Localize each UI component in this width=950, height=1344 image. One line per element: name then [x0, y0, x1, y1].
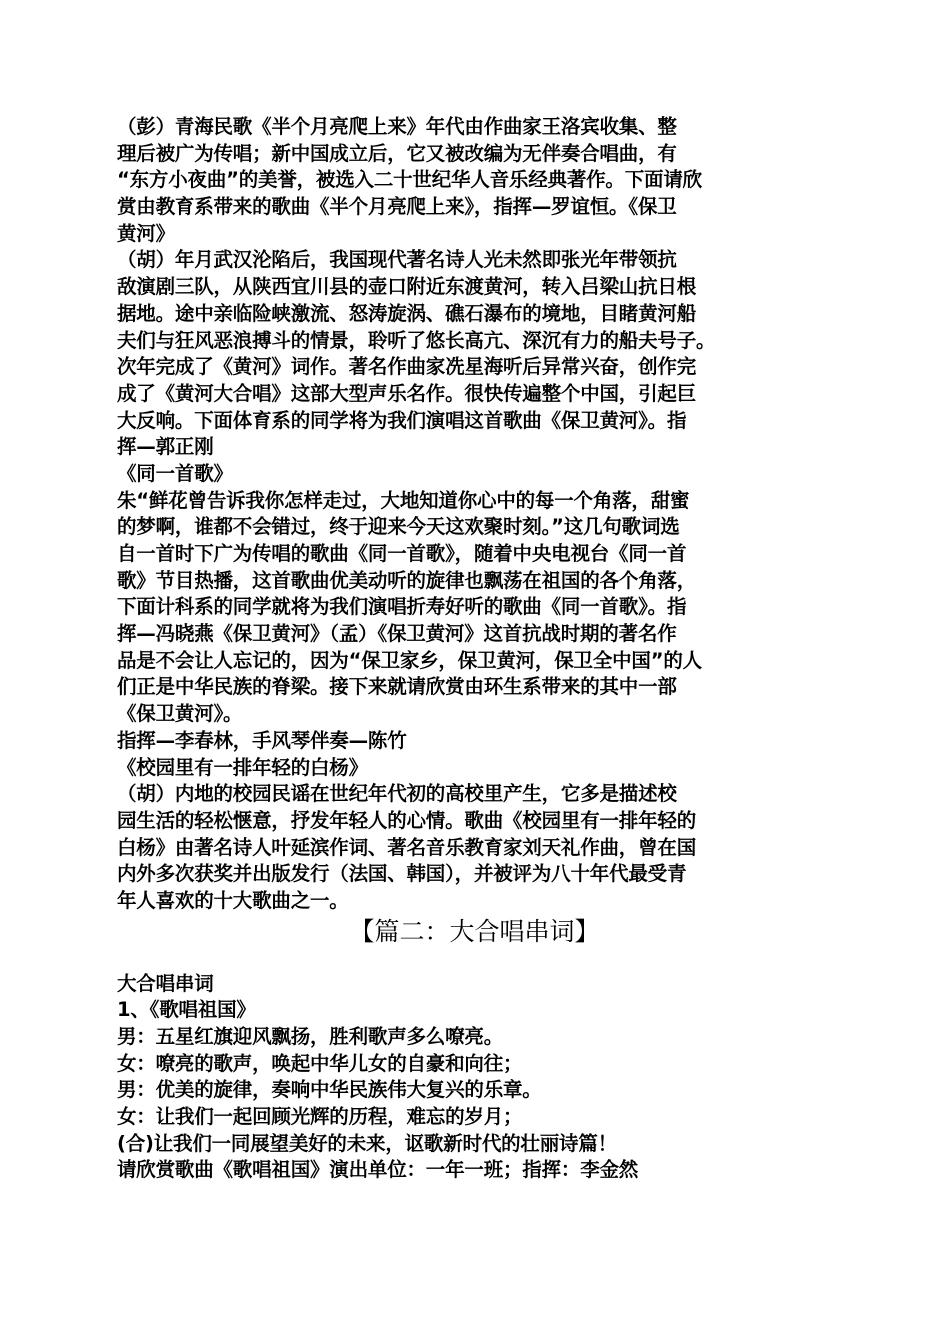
section-gap [117, 961, 852, 971]
script-line: 大合唱串词 [117, 971, 214, 995]
paragraph-line: 朱“鲜花曾告诉我你怎样走过，大地知道你心中的每一个角落，甜蜜 [117, 488, 690, 512]
part2-text [117, 971, 852, 1185]
paragraph-line: 内外多次获奖并出版发行（法国、韩国），并被评为八十年代最受青 [117, 862, 687, 886]
paragraph-line: 自一首时下广为传唱的歌曲《同一首歌》，随着中央电视台《同一首 [117, 542, 687, 565]
paragraph-line: 品是不会让人忘记的，因为“保卫家乡，保卫黄河，保卫全中国”的人 [117, 648, 702, 672]
paragraph-line: 下面计科系的同学就将为我们演唱折寿好听的歌曲《同一首歌》。指 [117, 595, 687, 619]
script-line: 请欣赏歌曲《歌唱祖国》演出单位：一年一班；指挥：李金然 [117, 1158, 639, 1182]
paragraph-line: 的梦啊，谁都不会错过，终于迎来今天这欢聚时刻。”这几句歌词选 [117, 515, 680, 539]
paragraph-line: 挥—郭正刚 [117, 435, 214, 459]
paragraph-line: 们正是中华民族的脊梁。接下来就请欣赏由环生系带来的其中一部 [117, 675, 677, 699]
paragraph-line: 白杨》由著名诗人叶延滨作词、著名音乐教育家刘天礼作曲，曾在国 [117, 835, 697, 859]
script-line: 男：优美的旋律，奏响中华民族伟大复兴的乐章。 [117, 1078, 542, 1102]
paragraph-line: 赏由教育系带来的歌曲《半个月亮爬上来》，指挥—罗谊恒。《保卫 [117, 195, 677, 219]
paragraph-line: 《校园里有一排年轻的白杨》 [117, 755, 368, 779]
paragraph-line: 据地。途中亲临险峡激流、怒涛旋涡、礁石瀑布的境地，目睹黄河船 [117, 301, 697, 325]
script-line: 1、《歌唱祖国》 [117, 998, 256, 1022]
paragraph-line: 挥—冯晓燕《保卫黄河》（孟）《保卫黄河》这首抗战时期的著名作 [117, 622, 677, 646]
paragraph-line: 园生活的轻松惬意，抒发年轻人的心情。歌曲《校园里有一排年轻的 [117, 808, 697, 832]
paragraph-line: 成了《黄河大合唱》这部大型声乐名作。很快传遍整个中国，引起巨 [117, 381, 697, 405]
paragraph-line: “东方小夜曲”的美誉，被选入二十世纪华人音乐经典著作。下面请欣 [117, 168, 702, 192]
document-page [117, 114, 852, 1184]
paragraph-line: 《同一首歌》 [117, 461, 233, 485]
paragraph-line: 黄河》 [117, 221, 175, 245]
paragraph-line: 夫们与狂风恶浪搏斗的情景，聆听了悠长高亢、深沉有力的船夫号子。 [117, 328, 716, 352]
paragraph-line: 指挥—李春林，手风琴伴奏—陈竹 [117, 728, 407, 752]
paragraph-line: 敌演剧三队，从陕西宜川县的壶口附近东渡黄河，转入吕梁山抗日根 [117, 275, 697, 299]
paragraph-line: 理后被广为传唱；新中国成立后，它又被改编为无伴奏合唱曲，有 [117, 141, 677, 165]
paragraph-line: 大反响。下面体育系的同学将为我们演唱这首歌曲《保卫黄河》。指 [117, 408, 687, 432]
paragraph-line: 次年完成了《黄河》词作。著名作曲家冼星海听后异常兴奋，创作完 [117, 355, 697, 379]
paragraph-line: 歌》节目热播，这首歌曲优美动听的旋律也飘荡在祖国的各个角落， [117, 568, 697, 592]
paragraph-line: （胡）内地的校园民谣在世纪年代初的高校里产生，它多是描述校 [117, 782, 677, 806]
part1-text [117, 114, 852, 915]
script-line: 女：嘹亮的歌声，唤起中华儿女的自豪和向往； [117, 1051, 523, 1075]
paragraph-line: （彭）青海民歌《半个月亮爬上来》年代由作曲家王洛宾收集、整 [117, 115, 677, 138]
paragraph-line: 年人喜欢的十大歌曲之一。 [117, 888, 349, 912]
script-line: 女：让我们一起回顾光辉的历程，难忘的岁月； [117, 1105, 523, 1129]
script-line: (合)让我们一同展望美好的未来，讴歌新时代的壮丽诗篇！ [117, 1131, 617, 1155]
section-heading: 【篇二：大合唱串词】 [349, 916, 600, 946]
script-line: 男：五星红旗迎风飘扬，胜利歌声多么嘹亮。 [117, 1025, 504, 1048]
paragraph-line: （胡）年月武汉沦陷后，我国现代著名诗人光未然即张光年带领抗 [117, 248, 677, 272]
paragraph-line: 《保卫黄河》。 [117, 702, 243, 726]
